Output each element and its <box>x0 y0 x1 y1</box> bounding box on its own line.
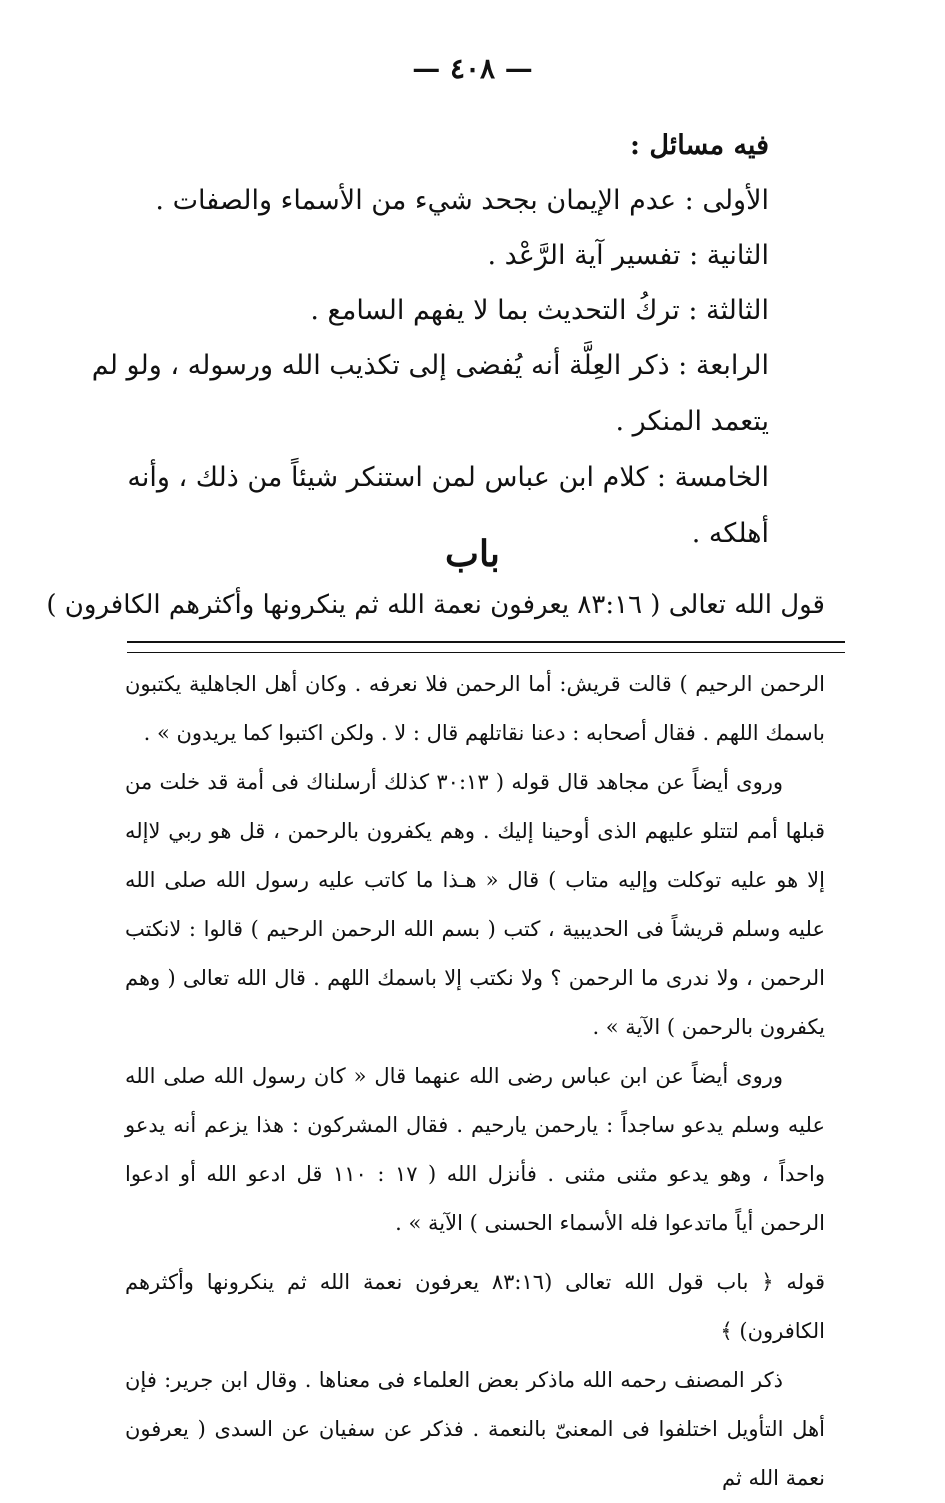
commentary-section <box>125 660 825 1503</box>
issues-section <box>91 118 769 562</box>
divider-rule <box>127 652 845 653</box>
commentary-paragraph: ذكر المصنف رحمه الله ماذكر بعض العلماء فى معناها . وقال ابن جرير: فإن أهل التأويل اختلفوا فى المعنىّ بالنعمة . فذكر عن سفيان عن السدى ( يعرفون نعمة الله ثم <box>125 1368 825 1490</box>
chapter-heading: قول الله تعالى ( ٨٣:١٦ يعرفون نعمة الله ثم ينكرونها وأكثرهم الكافرون ) <box>46 590 825 620</box>
paragraph-spacer <box>125 1248 825 1258</box>
chapter-title: باب <box>445 533 500 575</box>
issue-item: الثانية : تفسير آية الرَّعْد . <box>487 240 769 271</box>
commentary-paragraph: الرحمن الرحيم ) قالت قريش: أما الرحمن فلا نعرفه . وكان أهل الجاهلية يكتبون باسمك اللهم . فقال أصحابه : دعنا نقاتلهم قال : لا . ولكن اكتبوا كما يريدون » . <box>125 672 825 745</box>
commentary-quote: قوله ﴿ باب قول الله تعالى (٨٣:١٦ يعرفون نعمة الله ثم ينكرونها وأكثرهم الكافرون) ﴾ <box>125 1270 825 1343</box>
issues-title: فيه مسائل : <box>629 130 769 161</box>
divider-rule <box>127 641 845 643</box>
issue-item: الثالثة : تركُ التحديث بما لا يفهم السامع . <box>310 295 769 326</box>
issue-item: الأولى : عدم الإيمان بجحد شيء من الأسماء والصفات . <box>155 185 769 216</box>
issue-item: الرابعة : ذكر العِلَّة أنه يُفضى إلى تكذيب الله ورسوله ، ولو لم يتعمد المنكر . <box>91 350 769 437</box>
page-number: — ٤٠٨ — <box>412 52 533 85</box>
commentary-paragraph: وروى أيضاً عن مجاهد قال قوله ( ٣٠:١٣ كذلك أرسلناك فى أمة قد خلت من قبلها أمم لتتلو عليهم الذى أوحينا إليك . وهم يكفرون بالرحمن ، قل هو ربي لاإله إلا هو عليه توكلت وإليه متاب ) قال « هـذا ما كاتب عليه رسول الله صلى الله عليه وسلم قريشاً فى الحديبية ، كتب ( بسم الله الرحمن الرحيم ) قالوا : لانكتب الرحمن ، ولا ندرى ما الرحمن ؟ ولا نكتب إلا باسمك اللهم . قال الله تعالى ( وهم يكفرون بالرحمن ) الآية » . <box>125 770 825 1039</box>
issue-item: الخامسة : كلام ابن عباس لمن استنكر شيئاً من ذلك ، وأنه أهلكه . <box>127 462 769 549</box>
commentary-paragraph: وروى أيضاً عن ابن عباس رضى الله عنهما قال « كان رسول الله صلى الله عليه وسلم يدعو ساجداً : يارحمن يارحيم . فقال المشركون : هذا يزعم أنه يدعو واحداً ، وهو يدعو مثنى مثنى . فأنزل الله ( ١٧ : ١١٠ قل ادعو الله أو ادعوا الرحمن أياً ماتدعوا فله الأسماء الحسنى ) الآية » . <box>125 1064 825 1235</box>
